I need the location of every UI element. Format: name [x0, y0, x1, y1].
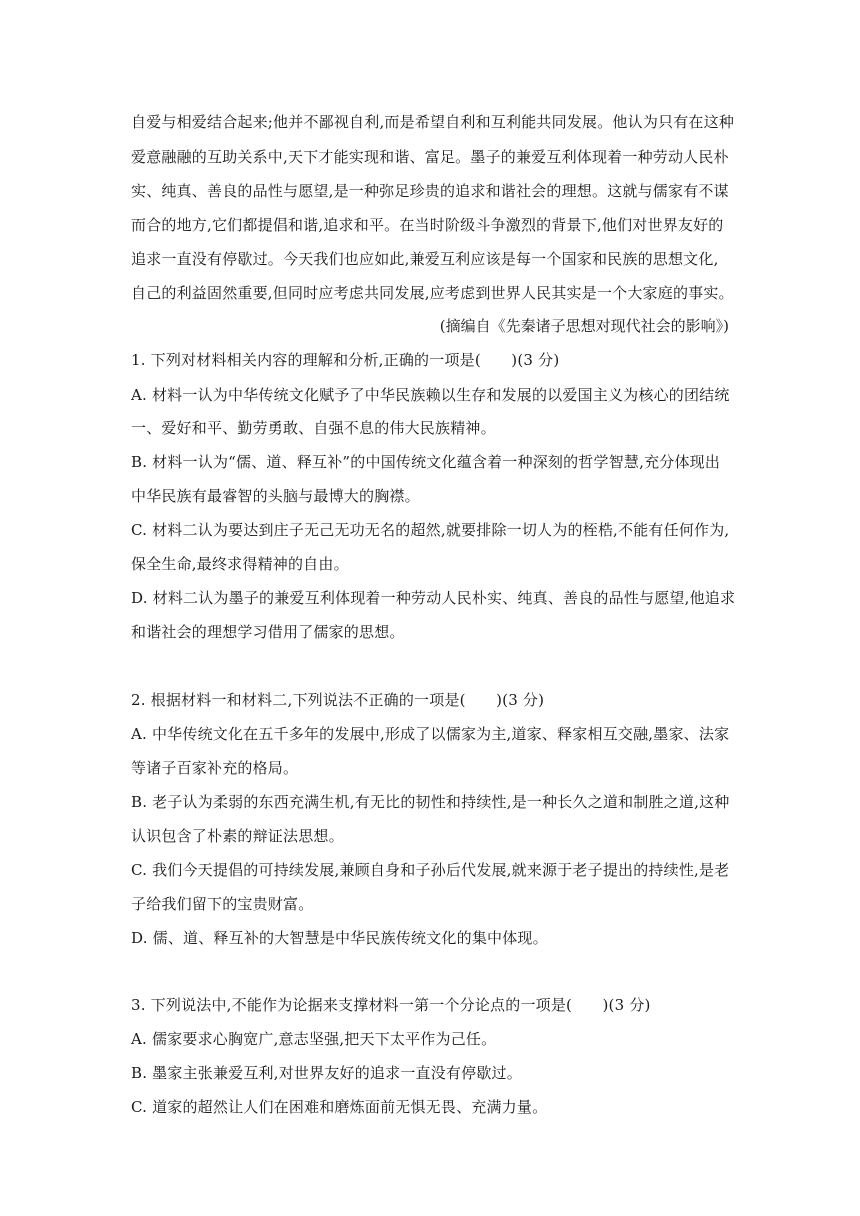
- q2-option-d-line1: D. 儒、道、释互补的大智慧是中华民族传统文化的集中体现。: [131, 929, 548, 947]
- q2-option-b-line1: B. 老子认为柔弱的东西充满生机,有无比的韧性和持续性,是一种长久之道和制胜之道,这种: [131, 793, 730, 811]
- passage-line: 而合的地方,它们都提倡和谐,追求和平。在当时阶级斗争激烈的背景下,他们对世界友好的: [131, 216, 724, 234]
- q2-option-c-line1: C. 我们今天提倡的可持续发展,兼顾自身和子孙后代发展,就来源于老子提出的持续性,是老: [131, 861, 730, 879]
- passage-line: 爱意融融的互助关系中,天下才能实现和谐、富足。墨子的兼爱互利体现着一种劳动人民朴: [131, 148, 729, 166]
- question-1-stem: 1. 下列对材料相关内容的理解和分析,正确的一项是( )(3 分): [131, 351, 560, 369]
- q3-option-c-line1: C. 道家的超然让人们在困难和磨炼面前无惧无畏、充满力量。: [131, 1098, 548, 1116]
- q2-option-a-line1: A. 中华传统文化在五千多年的发展中,形成了以儒家为主,道家、释家相互交融,墨家、法家: [131, 725, 730, 743]
- passage-line: 自己的利益固然重要,但同时应考虑共同发展,应考虑到世界人民其实是一个大家庭的事实。: [131, 284, 734, 302]
- question-2-stem: 2. 根据材料一和材料二,下列说法不正确的一项是( )(3 分): [131, 691, 545, 709]
- q2-option-a-line2: 等诸子百家补充的格局。: [131, 759, 299, 777]
- q1-option-c-line1: C. 材料二认为要达到庄子无己无功无名的超然,就要排除一切人为的桎梏,不能有任何作为,: [131, 521, 730, 539]
- q1-option-c-line2: 保全生命,最终求得精神的自由。: [131, 555, 349, 573]
- q1-option-a-line1: A. 材料一认为中华传统文化赋予了中华民族赖以生存和发展的以爱国主义为核心的团结统: [131, 386, 730, 404]
- q2-option-c-line2: 子给我们留下的宝贵财富。: [131, 895, 314, 913]
- q2-option-b-line2: 认识包含了朴素的辩证法思想。: [131, 827, 344, 845]
- q1-option-d-line1: D. 材料二认为墨子的兼爱互利体现着一种劳动人民朴实、纯真、善良的品性与愿望,他追求: [131, 589, 736, 607]
- q3-option-b-line1: B. 墨家主张兼爱互利,对世界友好的追求一直没有停歇过。: [131, 1064, 522, 1082]
- q1-option-b-line2: 中华民族有最睿智的头脑与最博大的胸襟。: [131, 487, 420, 505]
- passage-line: 实、纯真、善良的品性与愿望,是一种弥足珍贵的追求和谐社会的理想。这就与儒家有不谋: [131, 182, 729, 200]
- question-3-stem: 3. 下列说法中,不能作为论据来支撑材料一第一个分论点的一项是( )(3 分): [131, 996, 651, 1014]
- passage-line: 自爱与相爱结合起来;他并不鄙视自利,而是希望自利和互利能共同发展。他认为只有在这种: [131, 113, 735, 131]
- q1-option-d-line2: 和谐社会的理想学习借用了儒家的思想。: [131, 623, 405, 641]
- q3-option-a-line1: A. 儒家要求心胸宽广,意志坚强,把天下太平作为己任。: [131, 1030, 497, 1048]
- q1-option-b-line1: B. 材料一认为“儒、道、释互补”的中国传统文化蕴含着一种深刻的哲学智慧,充分体现出: [131, 453, 721, 471]
- q1-option-a-line2: 一、爱好和平、勤劳勇敢、自强不息的伟大民族精神。: [131, 419, 496, 437]
- passage-source: (摘编自《先秦诸子思想对现代社会的影响》): [439, 317, 729, 335]
- passage-line: 追求一直没有停歇过。今天我们也应如此,兼爱互利应该是每一个国家和民族的思想文化,: [131, 250, 719, 268]
